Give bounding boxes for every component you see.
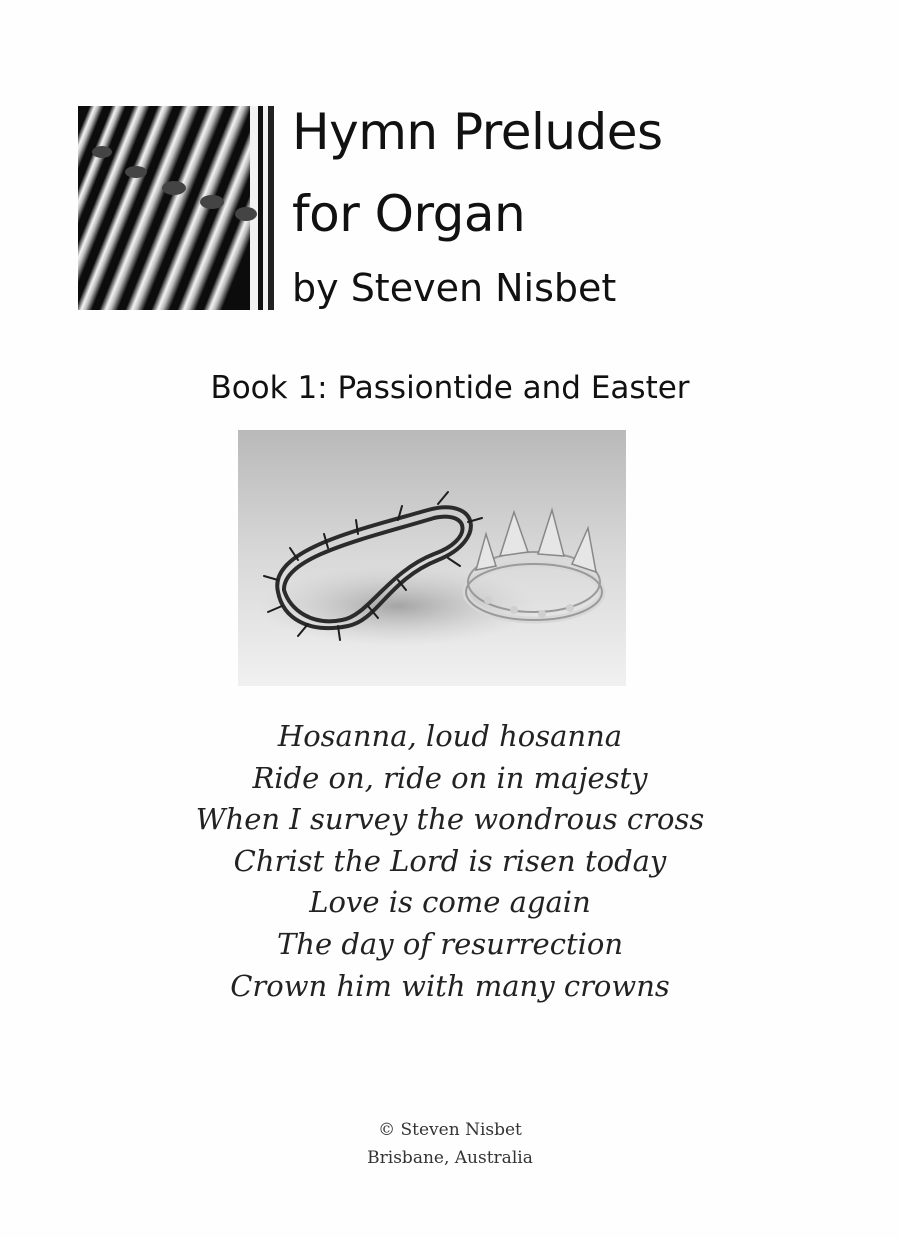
hymn-title: The day of resurrection	[276, 926, 624, 961]
hymn-title: Ride on, ride on in majesty	[252, 760, 648, 795]
crowns-photo	[238, 430, 626, 686]
footer	[0, 1116, 900, 1172]
author-byline: by Steven Nisbet	[292, 266, 617, 310]
hymn-title: Christ the Lord is risen today	[233, 843, 667, 878]
organ-pipes-image	[78, 106, 274, 310]
hymn-title: Hosanna, loud hosanna	[277, 719, 623, 753]
hymn-title: Love is come again	[309, 885, 591, 920]
hymn-list	[0, 716, 900, 1007]
location-text: Brisbane, Australia	[367, 1148, 533, 1168]
title-line-2: for Organ	[292, 185, 526, 243]
copyright-notice: © Steven Nisbet	[378, 1120, 522, 1140]
book-subtitle: Book 1: Passiontide and Easter	[210, 370, 690, 406]
title-line-1: Hymn Preludes	[292, 103, 663, 161]
hymn-title: Crown him with many crowns	[230, 968, 670, 1003]
hymn-title: When I survey the wondrous cross	[195, 802, 705, 837]
